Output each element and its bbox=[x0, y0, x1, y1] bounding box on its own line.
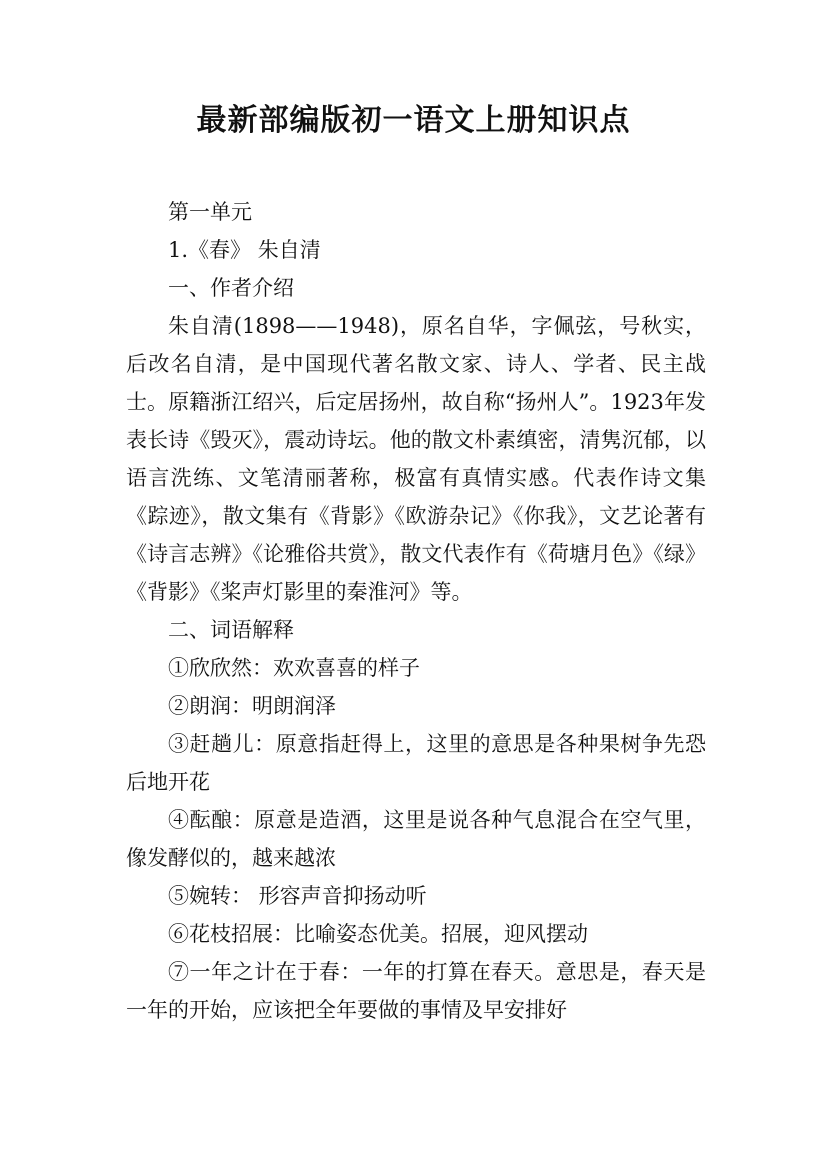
lesson-heading: 1.《春》 朱自清 bbox=[168, 238, 321, 262]
vocab-item: ②朗润：明朗润泽 bbox=[168, 694, 336, 718]
vocab-item: ①欣欣然：欢欢喜喜的样子 bbox=[168, 656, 420, 680]
vocab-item: ④酝酿：原意是造酒，这里是说各种气息混合在空气里，像发酵似的，越来越浓 bbox=[126, 808, 706, 870]
document-title: 最新部编版初一语文上册知识点 bbox=[196, 103, 631, 138]
subsection-heading-author: 一、作者介绍 bbox=[168, 276, 294, 300]
subsection-heading-vocab: 二、词语解释 bbox=[168, 618, 294, 642]
vocab-item: ⑤婉转： 形容声音抑扬动听 bbox=[168, 884, 427, 908]
vocab-item: ⑦一年之计在于春：一年的打算在春天。意思是，春天是一年的开始，应该把全年要做的事情及早安排好 bbox=[126, 960, 706, 1022]
vocab-item: ⑥花枝招展：比喻姿态优美。招展，迎风摆动 bbox=[168, 922, 588, 946]
vocab-item: ③赶趟儿：原意指赶得上，这里的意思是各种果树争先恐后地开花 bbox=[126, 732, 706, 794]
document-body bbox=[126, 193, 706, 1029]
author-intro-paragraph: 朱自清(1898——1948)，原名自华，字佩弦，号秋实，后改名自清，是中国现代著名散文家、诗人、学者、民主战士。原籍浙江绍兴，后定居扬州，故自称“扬州人”。1923年发表长诗《毁灭》，震动诗坛。他的散文朴素缜密，清隽沉郁，以语言洗练、文笔清丽著称，极富有真情实感。代表作诗文集《踪迹》，散文集有《背影》《欧游杂记》《你我》，文艺论著有《诗言志辨》《论雅俗共赏》，散文代表作有《荷塘月色》《绿》《背影》《桨声灯影里的秦淮河》等。 bbox=[126, 314, 706, 604]
section-heading: 第一单元 bbox=[168, 200, 252, 224]
